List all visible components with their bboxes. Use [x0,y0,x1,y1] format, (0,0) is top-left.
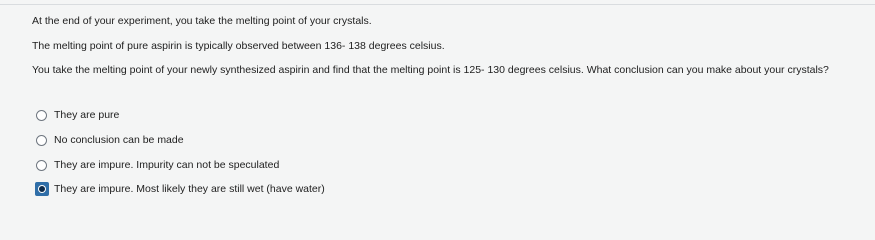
question-line-1: At the end of your experiment, you take the melting point of your crystals. [32,15,372,27]
radio-button[interactable] [36,110,47,121]
option-no-conclusion[interactable] [36,132,184,148]
question-line-2: The melting point of pure aspirin is typically observed between 136- 138 degrees celsius. [32,40,445,52]
option-label: No conclusion can be made [54,133,184,146]
option-impure-not-speculated[interactable] [36,157,279,173]
radio-button[interactable] [36,135,47,146]
option-label: They are pure [54,108,120,121]
option-they-are-pure[interactable] [36,107,119,123]
radio-button[interactable] [36,160,47,171]
option-label: They are impure. Impurity can not be speculated [54,158,280,171]
radio-button-selected[interactable] [35,182,49,196]
top-divider [0,4,875,5]
question-line-3: You take the melting point of your newly synthesized aspirin and find that the melting point is 125- 130 degrees celsius. What conclusion can you make about your crystals? [32,64,829,76]
option-impure-still-wet[interactable] [36,181,325,197]
option-label: They are impure. Most likely they are still wet (have water) [54,182,325,195]
